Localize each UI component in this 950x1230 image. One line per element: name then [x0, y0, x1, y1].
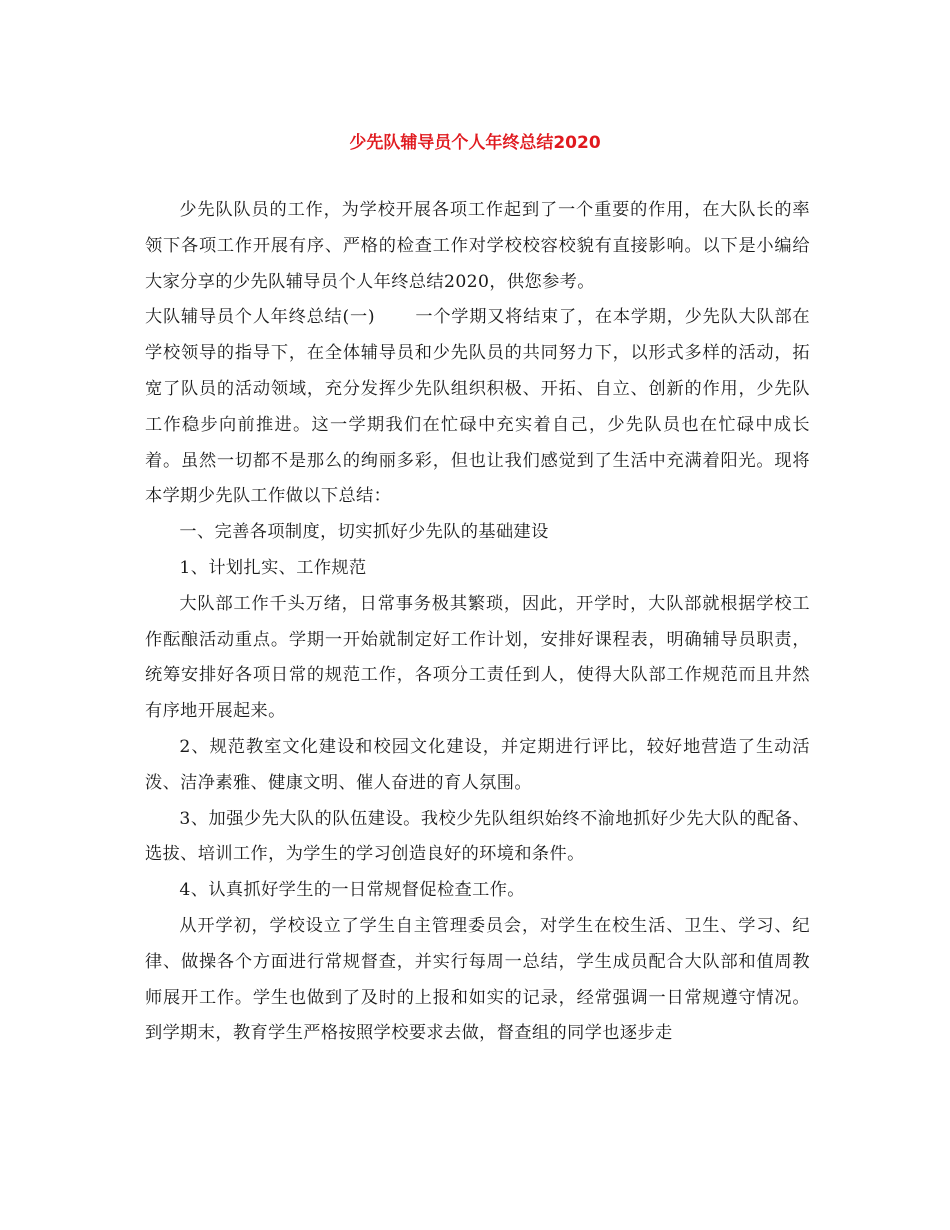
- paragraph-team: 3、加强少先大队的队伍建设。我校少先队组织始终不渝地抓好少先大队的配备、选拔、培训工作，为学生的学习创造良好的环境和条件。: [145, 808, 810, 865]
- paragraph-supervision: 从开学初，学校设立了学生自主管理委员会，对学生在校生活、卫生、学习、纪律、做操各个方面进行常规督查，并实行每周一总结，学生成员配合大队部和值周教师展开工作。学生也做到了及时的上报和如实的记录，经常强调一日常规遵守情况。到学期末，教育学生严格按照学校要求去做，督查组的同学也逐步走: [145, 915, 810, 1044]
- section-heading-inline: 大队辅导员个人年终总结(一): [145, 307, 376, 328]
- subheading-1: 1、计划扎实、工作规范: [179, 557, 367, 578]
- section-heading-1: 一、完善各项制度，切实抓好少先队的基础建设: [179, 522, 549, 543]
- subheading-4: 4、认真抓好学生的一日常规督促检查工作。: [179, 880, 525, 901]
- paragraph-culture: 2、规范教室文化建设和校园文化建设，并定期进行评比，较好地营造了生动活泼、洁净素雅、健康文明、催人奋进的育人氛围。: [145, 736, 810, 793]
- summary-body-text: 一个学期又将结束了，在本学期，少先队大队部在学校领导的指导下，在全体辅导员和少先队员的共同努力下，以形式多样的活动，拓宽了队员的活动领域，充分发挥少先队组织积极、开拓、自立、创新的作用，少先队工作稳步向前推进。这一学期我们在忙碌中充实着自己，少先队员也在忙碌中成长着。虽然一切都不是那么的绚丽多彩，但也让我们感觉到了生活中充满着阳光。现将本学期少先队工作做以下总结：: [145, 307, 810, 507]
- summary-paragraph: [145, 300, 810, 515]
- intro-paragraph: 少先队队员的工作，为学校开展各项工作起到了一个重要的作用，在大队长的率领下各项工作开展有序、严格的检查工作对学校校容校貌有直接影响。以下是小编给大家分享的少先队辅导员个人年终总结2020，供您参考。: [145, 200, 810, 292]
- document-body: [145, 193, 810, 1052]
- document-title: 少先队辅导员个人年终总结2020: [349, 133, 601, 153]
- paragraph-planning: 大队部工作千头万绪，日常事务极其繁琐，因此，开学时，大队部就根据学校工作酝酿活动重点。学期一开始就制定好工作计划，安排好课程表，明确辅导员职责，统筹安排好各项日常的规范工作，各项分工责任到人，使得大队部工作规范而且井然有序地开展起来。: [145, 593, 810, 722]
